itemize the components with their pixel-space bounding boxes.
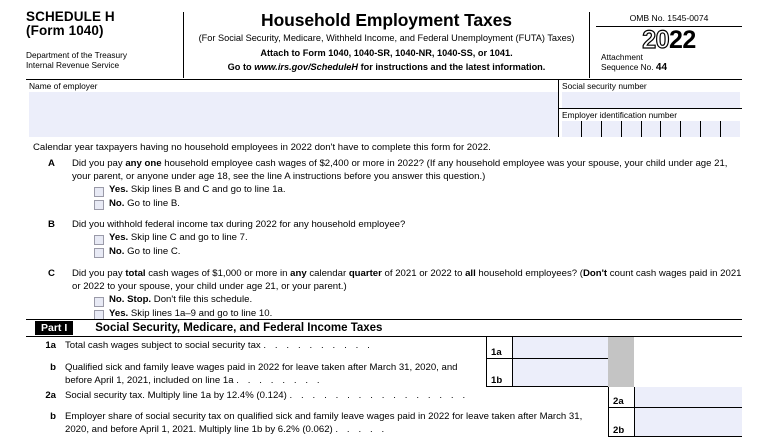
ein-label: Employer identification number xyxy=(562,110,677,120)
emphasis-text: total xyxy=(125,268,146,279)
emphasis-text: any xyxy=(290,268,307,279)
checkbox-option-row[interactable] xyxy=(94,184,742,197)
department-line-1: Department of the Treasury xyxy=(26,50,127,60)
line-box-label: 2a xyxy=(608,387,634,408)
body-text: household employees? ( xyxy=(475,268,583,279)
ein-digit-cell[interactable] xyxy=(622,121,642,137)
schedule-name: SCHEDULE H xyxy=(26,9,115,24)
ein-digit-cell[interactable] xyxy=(701,121,721,137)
checkbox[interactable] xyxy=(94,248,104,258)
omb-number: OMB No. 1545-0074 xyxy=(629,13,709,23)
attach-to-instruction: Attach to Form 1040, 1040-SR, 1040-NR, 1040-SS, or 1041. xyxy=(260,48,513,58)
name-of-employer-label: Name of employer xyxy=(29,81,98,91)
checkbox-label-rest: Go to line B. xyxy=(124,197,180,209)
body-text: calendar xyxy=(306,268,349,279)
question-b-text xyxy=(72,218,742,231)
attachment-label: Attachment xyxy=(601,52,643,62)
question-c xyxy=(26,267,742,320)
line-items-table xyxy=(26,337,742,437)
ein-cell xyxy=(559,108,742,137)
question-b-options xyxy=(72,232,742,258)
question-c-letter: C xyxy=(48,268,55,279)
line-description xyxy=(56,408,608,437)
line-description xyxy=(56,359,486,387)
line-description xyxy=(56,387,608,408)
sequence-label: Sequence No. xyxy=(601,61,654,72)
checkbox[interactable] xyxy=(94,187,104,197)
gray-spacer xyxy=(608,359,634,387)
form-subtitle: (For Social Security, Medicare, Withheld Income, and Federal Unemployment (FUTA) Taxes) xyxy=(198,33,575,43)
table-row xyxy=(26,387,742,408)
header-left-block xyxy=(26,10,184,78)
ein-digit-cell[interactable] xyxy=(661,121,681,137)
part-1-tag: Part I xyxy=(35,321,73,335)
goto-suffix: for instructions and the latest information. xyxy=(360,62,546,72)
leader-dots: . . . . . . . . . . . . . . . . xyxy=(289,390,469,401)
emphasis-text: all xyxy=(465,268,476,279)
ein-input-grid[interactable] xyxy=(562,121,740,137)
checkbox-label-bold: Yes. xyxy=(109,232,129,244)
checkbox-label-bold: Yes. xyxy=(109,307,129,319)
ssn-label: Social security number xyxy=(562,81,647,91)
checkbox-label-rest: Skip line C and go to line 7. xyxy=(128,232,248,244)
line-description-text: Employer share of social security tax on qualified sick and family leave wages paid in 2022 for leave taken after March 31, 2020, and before April 1, 2021. Multiply line 1b by 6.2% (0.062) xyxy=(65,411,583,436)
ein-digit-cell[interactable] xyxy=(681,121,701,137)
line-number: 1a xyxy=(45,340,56,351)
irs-url[interactable]: www.irs.gov/ScheduleH xyxy=(254,62,358,72)
line-box-label: 1b xyxy=(486,359,512,387)
ein-digit-cell[interactable] xyxy=(562,121,582,137)
ein-digit-cell[interactable] xyxy=(642,121,662,137)
header-title-block xyxy=(184,10,589,78)
question-b-letter: B xyxy=(48,219,55,230)
checkbox-label xyxy=(109,246,180,258)
leader-dots: . . . . . . . . xyxy=(236,375,323,387)
line-amount-input[interactable] xyxy=(634,408,742,437)
checkbox-option-row[interactable] xyxy=(94,232,742,245)
checkbox[interactable] xyxy=(94,235,104,245)
leader-dots: . . . . . . . . . . xyxy=(263,340,373,351)
line-description-text: Total cash wages subject to social security tax xyxy=(65,340,261,351)
identity-block xyxy=(26,79,742,137)
name-of-employer-cell xyxy=(26,80,558,137)
table-row xyxy=(26,359,742,387)
tax-year-solid: 22 xyxy=(669,26,696,54)
question-c-options xyxy=(72,294,742,320)
checkbox-label-bold: Yes. xyxy=(109,184,129,196)
goto-prefix: Go to xyxy=(227,62,252,72)
part-1-title: Social Security, Medicare, and Federal Income Taxes xyxy=(95,322,383,334)
line-box-label: 1a xyxy=(486,337,512,359)
line-number: b xyxy=(50,411,56,422)
header-right-block xyxy=(589,10,742,78)
leader-dots: . . . . . xyxy=(335,424,388,436)
checkbox-option-row[interactable] xyxy=(94,246,742,259)
form-title: Household Employment Taxes xyxy=(261,10,512,30)
ein-digit-cell[interactable] xyxy=(582,121,602,137)
line-number: b xyxy=(50,362,56,373)
line-amount-input[interactable] xyxy=(634,387,742,408)
question-b xyxy=(26,218,742,258)
table-row xyxy=(26,337,742,359)
form-number: (Form 1040) xyxy=(26,23,104,38)
body-text: of 2021 or 2022 to xyxy=(381,268,466,279)
form-header xyxy=(26,10,742,78)
attachment-sequence xyxy=(596,53,742,72)
checkbox-label-bold: No. Stop. xyxy=(109,294,152,306)
empty-area xyxy=(634,337,742,359)
body-text: Did you pay xyxy=(72,158,126,169)
calendar-year-note: Calendar year taxpayers having no household employees in 2022 don't have to complete this form for 2022. xyxy=(33,142,491,153)
body-text: cash wages of $1,000 or more in xyxy=(145,268,291,279)
line-description-text: Social security tax. Multiply line 1a by 12.4% (0.124) xyxy=(65,390,287,401)
checkbox-label-bold: No. xyxy=(109,197,125,209)
question-c-text xyxy=(72,267,742,293)
ein-digit-cell[interactable] xyxy=(602,121,622,137)
line-box-label: 2b xyxy=(608,408,634,437)
checkbox-label xyxy=(109,198,180,210)
line-description xyxy=(56,337,486,359)
sequence-number: 44 xyxy=(655,61,668,73)
checkbox-label xyxy=(109,184,286,196)
body-text: household employee cash wages of $2,400 or more in 2022? (If any household employee was your spouse, your child under age 21, your parent, or anyone under age 18, see the line A instructions before you answer this question.) xyxy=(72,158,728,183)
body-text: Did you withhold federal income tax during 2022 for any household employee? xyxy=(72,219,406,230)
checkbox-option-row[interactable] xyxy=(94,294,742,307)
checkbox-label-rest: Don't file this schedule. xyxy=(151,294,253,306)
line-description-text: Qualified sick and family leave wages paid in 2022 for leave taken after March 31, 2020, and before April 1, 2021, included on line 1a xyxy=(65,362,458,387)
ssn-cell xyxy=(559,80,742,108)
line-number: 2a xyxy=(45,390,56,401)
goto-instruction xyxy=(192,61,581,74)
checkbox-label-rest: Go to line C. xyxy=(124,245,181,257)
gray-spacer xyxy=(608,337,634,359)
question-a-options xyxy=(72,184,742,210)
tax-year xyxy=(596,28,742,53)
body-text: Did you pay xyxy=(72,268,126,279)
checkbox-label-bold: No. xyxy=(109,245,125,257)
emphasis-text: Don't xyxy=(582,268,608,279)
department-line-2: Internal Revenue Service xyxy=(26,60,120,70)
emphasis-text: any one xyxy=(125,158,162,169)
table-row xyxy=(26,408,742,437)
identity-right-column xyxy=(558,80,742,137)
checkbox-label xyxy=(109,294,252,306)
tax-year-block xyxy=(596,27,742,53)
empty-area xyxy=(634,359,742,387)
ssn-input[interactable] xyxy=(562,92,740,108)
question-a-letter: A xyxy=(48,158,55,169)
checkbox[interactable] xyxy=(94,297,104,307)
checkbox-label-rest: Skip lines B and C and go to line 1a. xyxy=(128,184,286,196)
emphasis-text: quarter xyxy=(348,268,382,279)
question-a xyxy=(26,157,742,210)
question-a-text xyxy=(72,157,742,183)
name-of-employer-input[interactable] xyxy=(29,92,558,137)
checkbox-label xyxy=(109,232,248,244)
line-amount-input[interactable] xyxy=(512,359,608,387)
part-1-header-bar xyxy=(26,319,742,337)
line-amount-input[interactable] xyxy=(512,337,608,359)
body-text: count cash wages paid in 2021 or 2022 to your spouse, your child under age 21, or your parent.) xyxy=(72,268,742,293)
checkbox[interactable] xyxy=(94,200,104,210)
checkbox-label-rest: Skip lines 1a–9 and go to line 10. xyxy=(128,307,273,319)
checkbox-option-row[interactable] xyxy=(94,198,742,211)
tax-year-hollow: 20 xyxy=(642,26,669,54)
ein-digit-cell[interactable] xyxy=(721,121,740,137)
